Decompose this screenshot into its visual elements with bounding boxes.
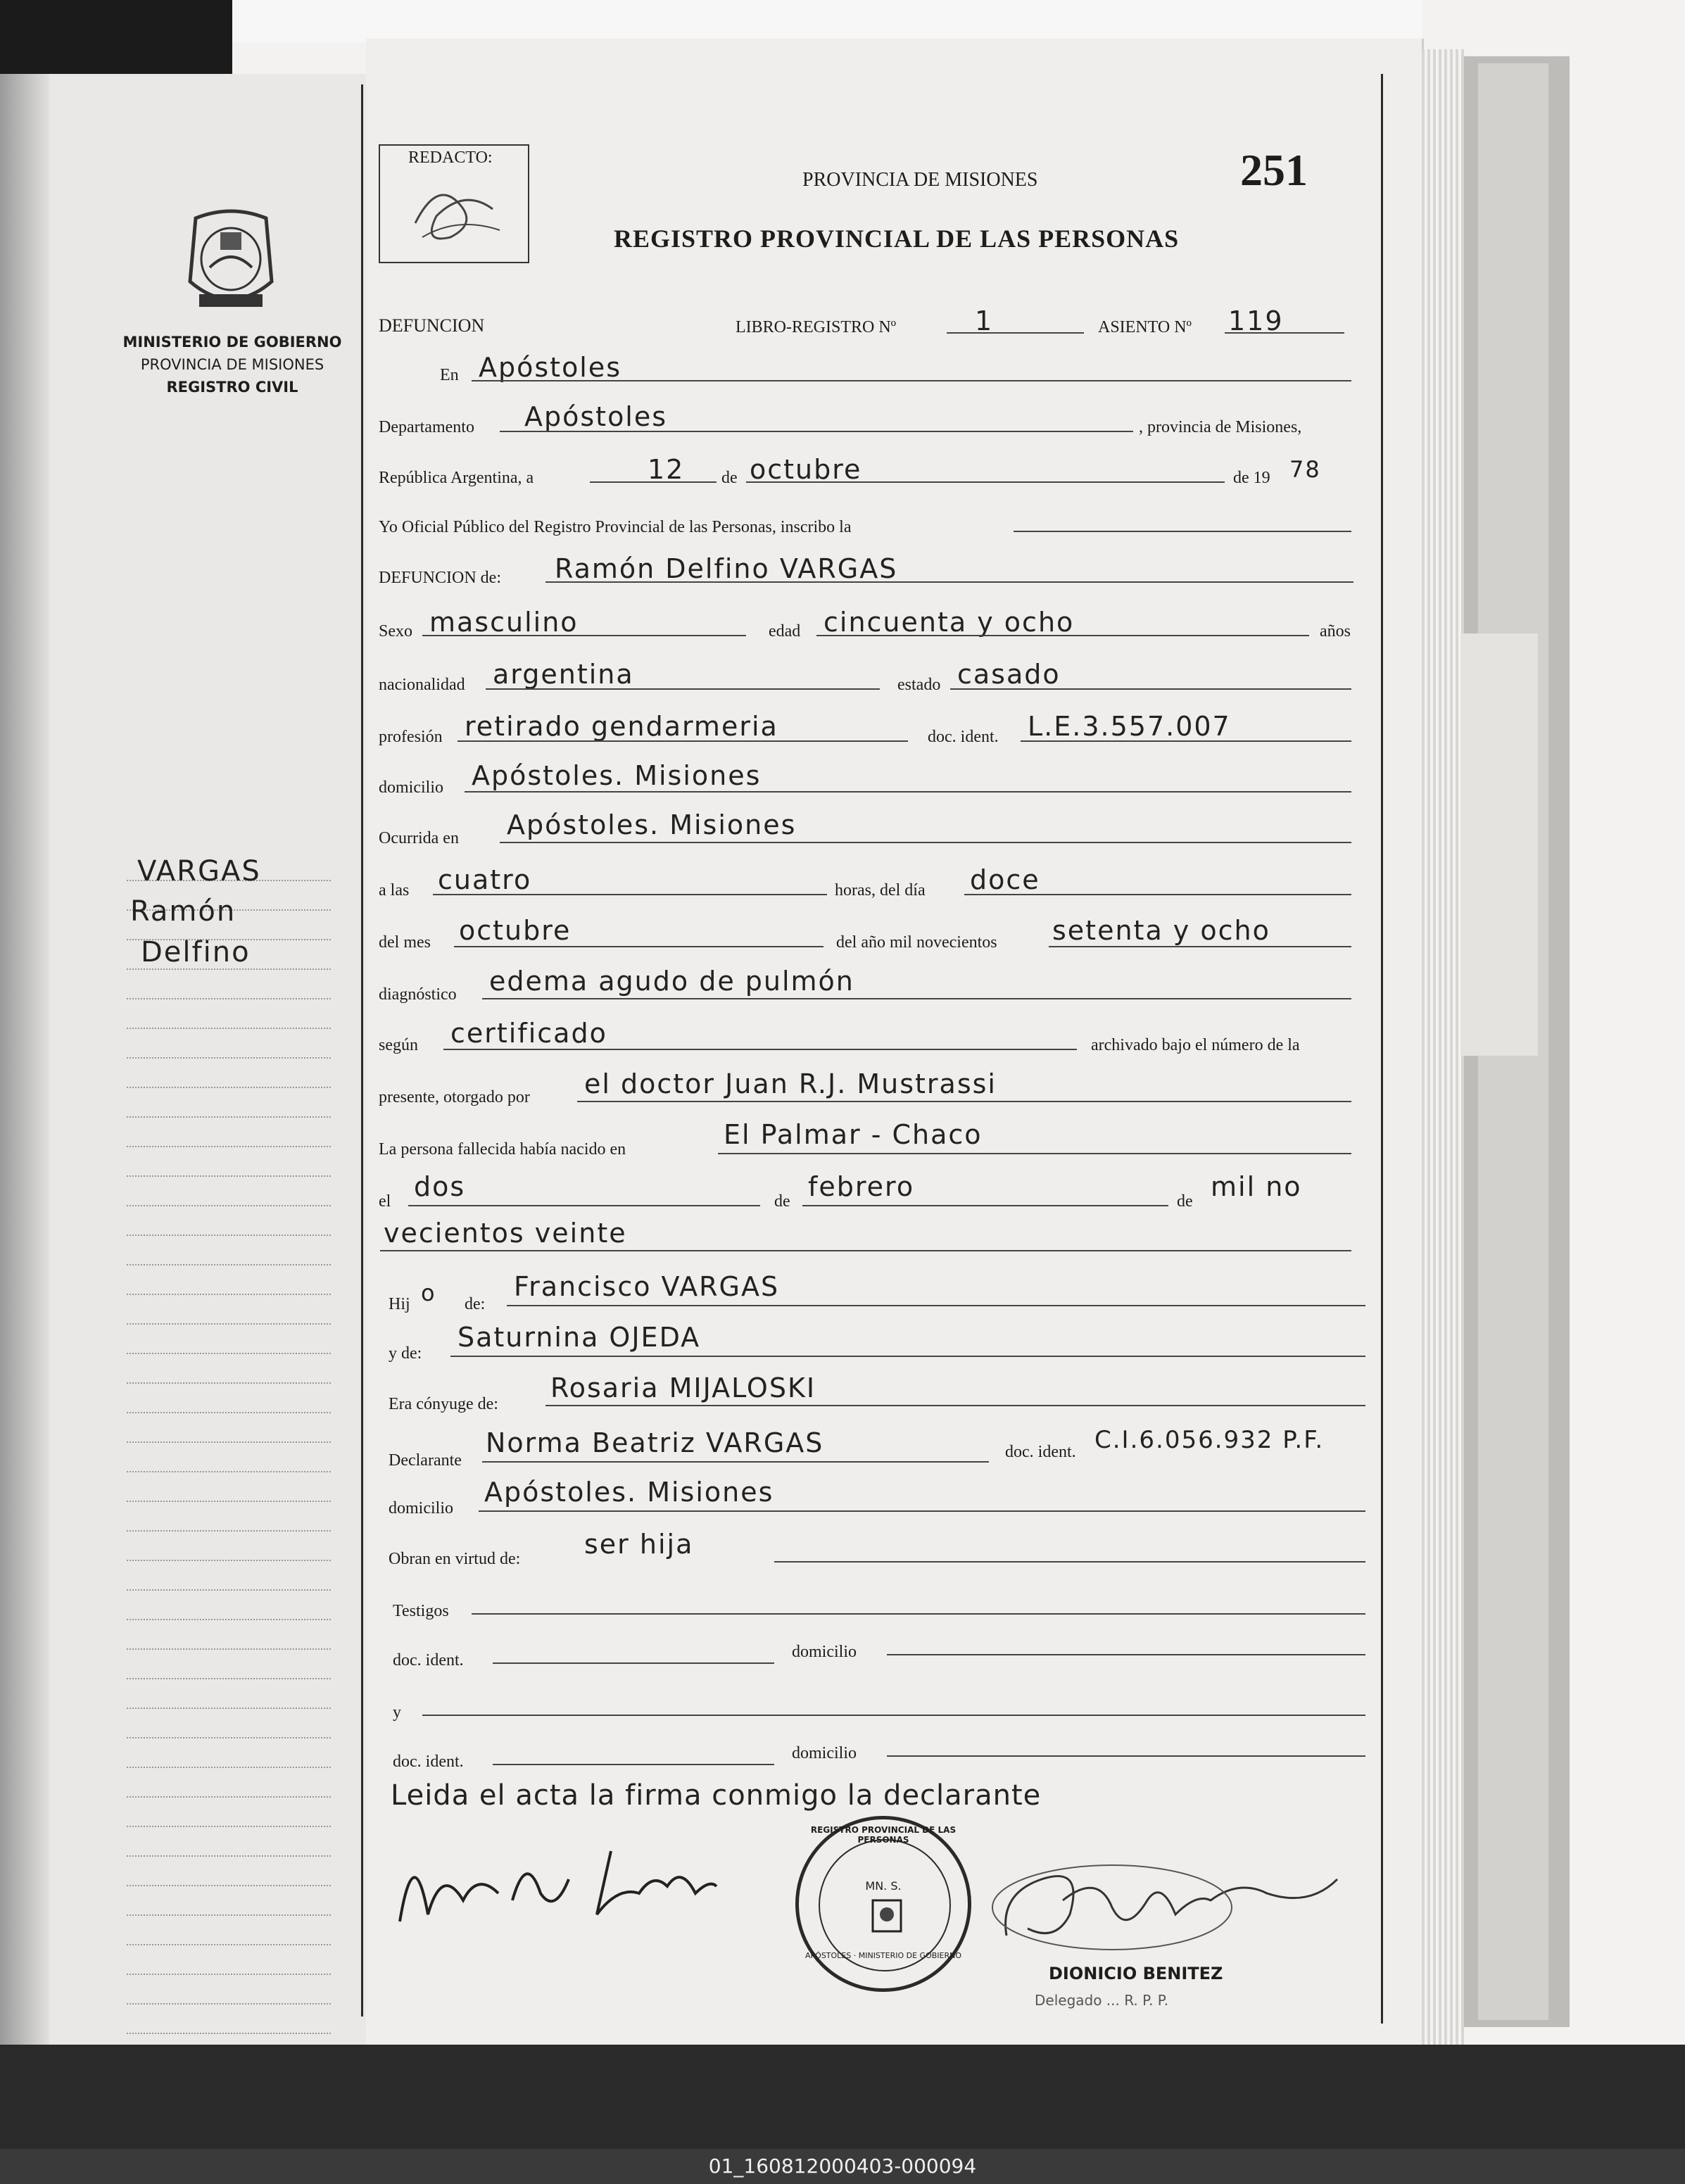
de3-value: mil no: [1211, 1171, 1302, 1202]
margin-firstname: Ramón: [130, 895, 236, 928]
left-ruled-line: [127, 1323, 331, 1325]
left-ruled-line: [127, 1412, 331, 1413]
nacionalidad-value: argentina: [493, 659, 634, 690]
t2-doc-label: doc. ident.: [393, 1753, 464, 1771]
segun-value: certificado: [450, 1018, 607, 1049]
left-ruled-line: [127, 1028, 331, 1029]
diagnostico-value: edema agudo de pulmón: [489, 966, 854, 997]
nacionalidad-rule: [486, 688, 880, 690]
presente-value: el doctor Juan R.J. Mustrassi: [584, 1068, 997, 1099]
left-ruled-line: [127, 1826, 331, 1827]
left-ruled-line: [127, 1175, 331, 1177]
ministry-line: REGISTRO CIVIL: [166, 379, 298, 396]
left-page-gutter: [0, 74, 49, 2045]
left-ruled-line: [127, 1471, 331, 1472]
vecientos-value: vecientos veinte: [384, 1218, 627, 1249]
declarante-label: Declarante: [389, 1451, 462, 1470]
left-ruled-line: [127, 1855, 331, 1857]
edad-label: edad: [769, 622, 801, 640]
departamento-label: Departamento: [379, 418, 474, 436]
alas-rule: [433, 894, 827, 895]
page-number: 251: [1240, 145, 1308, 195]
conyuge-rule: [545, 1405, 1365, 1406]
nacionalidad-label: nacionalidad: [379, 676, 465, 694]
ocurrida-label: Ocurrida en: [379, 829, 459, 847]
domicilio-value: Apóstoles. Misiones: [472, 760, 762, 791]
left-ruled-line: [127, 1087, 331, 1088]
asiento-rule: [1225, 332, 1344, 334]
official-title: Delegado ... R. P. P.: [1035, 1992, 1169, 2009]
deceased-name: Ramón Delfino VARGAS: [555, 553, 898, 584]
mes-value: octubre: [750, 454, 862, 485]
margin-surname: VARGAS: [137, 855, 261, 888]
departamento-rule: [500, 431, 1133, 432]
doc-ident-label: doc. ident.: [928, 728, 999, 746]
ministry-line: MINISTERIO DE GOBIERNO: [122, 334, 342, 351]
left-ruled-line: [127, 1974, 331, 1975]
spouse-name: Rosaria MIJALOSKI: [550, 1372, 816, 1403]
de2-rule: [802, 1205, 1168, 1206]
ocurrida-rule: [500, 842, 1351, 843]
form-left-border: [361, 84, 363, 2016]
left-ruled-line: [127, 1116, 331, 1118]
el-rule: [408, 1205, 760, 1206]
libro-label: LIBRO-REGISTRO Nº: [736, 318, 897, 336]
anio-mil-label: del año mil novecientos: [836, 933, 997, 952]
horas-label: horas, del día: [835, 881, 926, 900]
declarante-name: Norma Beatriz VARGAS: [486, 1427, 824, 1458]
left-ruled-line: [127, 1235, 331, 1236]
de2-label: de: [774, 1192, 790, 1211]
left-ruled-line: [127, 1205, 331, 1206]
background-top: [232, 0, 1422, 42]
redacto-initials-signature-icon: [394, 174, 514, 251]
obran-value: ser hija: [584, 1529, 694, 1560]
left-ruled-line: [127, 1530, 331, 1532]
domicilio-label: domicilio: [379, 778, 443, 797]
declarant-signature-icon: [386, 1823, 724, 1929]
decl-doc-label: doc. ident.: [1005, 1443, 1076, 1461]
official-name: DIONICIO BENITEZ: [1049, 1964, 1223, 1983]
de-label: de: [721, 469, 738, 487]
left-ruled-line: [127, 1885, 331, 1886]
nacido-value: El Palmar - Chaco: [724, 1119, 983, 1150]
t2-doc-rule: [493, 1764, 774, 1765]
left-ruled-line: [127, 1767, 331, 1768]
defuncion-rule: [545, 581, 1353, 583]
anio-value: 78: [1289, 456, 1321, 483]
anio-label: de 19: [1233, 469, 1270, 487]
estado-value: casado: [957, 659, 1061, 690]
provincia-suffix: , provincia de Misiones,: [1139, 418, 1302, 436]
presente-label: presente, otorgado por: [379, 1088, 530, 1106]
en-value: Apóstoles: [479, 352, 622, 383]
delmes-label: del mes: [379, 933, 431, 952]
binding-tab: [1460, 633, 1538, 1056]
delmes-rule: [454, 946, 823, 947]
edad-value: cincuenta y ocho: [823, 607, 1075, 638]
t2-domicilio-rule: [887, 1755, 1365, 1757]
oficial-text: Yo Oficial Público del Registro Provincial de las Personas, inscribo la: [379, 518, 852, 536]
provincial-emblem-icon: [182, 204, 280, 317]
alas-value: cuatro: [438, 864, 532, 895]
doc-ident-value: L.E.3.557.007: [1028, 711, 1231, 742]
left-ruled-line: [127, 1264, 331, 1265]
anios-label: años: [1320, 622, 1351, 640]
background-dark: [0, 0, 232, 77]
vecientos-rule: [380, 1250, 1351, 1251]
horas-value: doce: [970, 864, 1040, 895]
el-label: el: [379, 1192, 391, 1211]
left-ruled-line: [127, 1914, 331, 1916]
closing-statement: Leida el acta la firma conmigo la declarante: [391, 1779, 1042, 1812]
t-domicilio-rule: [887, 1654, 1365, 1655]
en-label: En: [440, 366, 459, 384]
left-ruled-line: [127, 1589, 331, 1591]
sexo-label: Sexo: [379, 622, 412, 640]
form-right-border: [1381, 74, 1383, 2024]
left-ruled-line: [127, 1560, 331, 1561]
ministry-line: PROVINCIA DE MISIONES: [140, 356, 324, 373]
registry-title: REGISTRO PROVINCIAL DE LAS PERSONAS: [614, 225, 1180, 253]
margin-middlename: Delfino: [141, 936, 251, 968]
left-ruled-line: [127, 1648, 331, 1650]
oficial-rule: [1014, 531, 1351, 532]
redacto-box: [379, 144, 529, 263]
testigos-label: Testigos: [393, 1602, 449, 1620]
profesion-rule: [457, 740, 908, 742]
asiento-value: 119: [1228, 305, 1284, 336]
y-rule: [422, 1715, 1365, 1716]
left-ruled-line: [127, 1501, 331, 1502]
doc-ident-rule: [1021, 740, 1351, 742]
left-ruled-line: [127, 1796, 331, 1798]
profesion-value: retirado gendarmeria: [465, 711, 778, 742]
hijo-label: Hij: [389, 1295, 410, 1313]
redacto-label: REDACTO:: [408, 149, 493, 167]
anio-mil-rule: [1049, 946, 1351, 947]
hijo-rule: [507, 1305, 1365, 1306]
diagnostico-rule: [482, 998, 1351, 999]
ocurrida-value: Apóstoles. Misiones: [507, 809, 797, 840]
nacido-rule: [718, 1153, 1351, 1154]
decl-domicilio-label: domicilio: [389, 1499, 453, 1517]
profesion-label: profesión: [379, 728, 443, 746]
ministry-heading: [106, 331, 359, 398]
left-ruled-line: [127, 1382, 331, 1384]
de3-label: de: [1177, 1192, 1193, 1211]
left-ruled-line: [127, 1294, 331, 1295]
record-type: DEFUNCION: [379, 315, 485, 336]
mother-name: Saturnina OJEDA: [457, 1322, 701, 1353]
republica-label: República Argentina, a: [379, 469, 534, 487]
left-ruled-line: [127, 1441, 331, 1443]
estado-rule: [950, 688, 1351, 690]
decl-domicilio-value: Apóstoles. Misiones: [484, 1477, 774, 1508]
edad-rule: [816, 635, 1309, 636]
anio-mil-value: setenta y ocho: [1052, 915, 1270, 946]
stamp-top-text: REGISTRO PROVINCIAL DE LAS PERSONAS: [810, 1825, 957, 1845]
t-domicilio-label: domicilio: [792, 1643, 857, 1661]
obran-rule: [774, 1561, 1365, 1563]
image-caption: 01_160812000403-000094: [0, 2149, 1685, 2184]
de2-value: febrero: [808, 1171, 915, 1202]
t-doc-rule: [493, 1662, 774, 1664]
t2-domicilio-label: domicilio: [792, 1744, 857, 1762]
diagnostico-label: diagnóstico: [379, 985, 457, 1004]
stamp-bottom-text: APÓSTOLES · MINISTERIO DE GOBIERNO: [805, 1951, 961, 1960]
libro-rule: [947, 332, 1084, 334]
delmes-value: octubre: [459, 915, 572, 946]
left-ruled-line: [127, 1057, 331, 1059]
stamp-emblem-icon: [866, 1893, 908, 1936]
hijo-de-label: de:: [465, 1295, 486, 1313]
stamp-side-text: MN. S.: [865, 1879, 902, 1893]
province-heading: PROVINCIA DE MISIONES: [802, 169, 1038, 191]
official-signature-icon: [985, 1851, 1351, 1964]
decl-doc-value: C.I.6.056.932 P.F.: [1094, 1426, 1325, 1454]
domicilio-rule: [465, 791, 1351, 793]
departamento-value: Apóstoles: [524, 401, 668, 432]
estado-label: estado: [897, 676, 941, 694]
alas-label: a las: [379, 881, 410, 900]
y-label: y: [393, 1703, 401, 1722]
conyuge-label: Era cónyuge de:: [389, 1395, 498, 1413]
left-ruled-line: [127, 998, 331, 999]
libro-value: 1: [975, 305, 994, 336]
el-value: dos: [414, 1171, 466, 1202]
left-ruled-line: [127, 2003, 331, 2005]
left-ruled-line: [127, 1678, 331, 1679]
presente-rule: [577, 1101, 1351, 1102]
dia-value: 12: [648, 454, 685, 485]
left-ruled-line: [127, 1737, 331, 1738]
horas-rule: [964, 894, 1351, 895]
defuncion-de-label: DEFUNCION de:: [379, 569, 501, 587]
segun-label: según: [379, 1036, 418, 1054]
left-ruled-line: [127, 968, 331, 970]
left-ruled-line: [127, 1353, 331, 1354]
yde-rule: [450, 1356, 1365, 1357]
left-ruled-line: [127, 2033, 331, 2034]
decl-domicilio-rule: [479, 1510, 1365, 1512]
nacido-label: La persona fallecida había nacido en: [379, 1140, 626, 1159]
t-doc-label: doc. ident.: [393, 1651, 464, 1669]
sexo-value: masculino: [429, 607, 579, 638]
archivado-label: archivado bajo el número de la: [1091, 1036, 1300, 1054]
yde-label: y de:: [389, 1344, 422, 1363]
left-ruled-line: [127, 1708, 331, 1709]
dia-rule: [590, 481, 717, 483]
en-rule: [472, 380, 1351, 381]
testigos-rule: [472, 1613, 1365, 1615]
left-ruled-line: [127, 1146, 331, 1147]
asiento-label: ASIENTO Nº: [1098, 318, 1192, 336]
page-edges: [1422, 49, 1464, 2062]
hijo-o: o: [421, 1280, 436, 1306]
mes-rule: [746, 481, 1225, 483]
left-ruled-line: [127, 1619, 331, 1620]
official-stamp: [795, 1816, 971, 1992]
left-ruled-line: [127, 1944, 331, 1945]
sexo-rule: [422, 635, 746, 636]
segun-rule: [443, 1049, 1077, 1050]
declarante-rule: [482, 1461, 989, 1463]
obran-label: Obran en virtud de:: [389, 1550, 521, 1568]
father-name: Francisco VARGAS: [514, 1271, 780, 1302]
